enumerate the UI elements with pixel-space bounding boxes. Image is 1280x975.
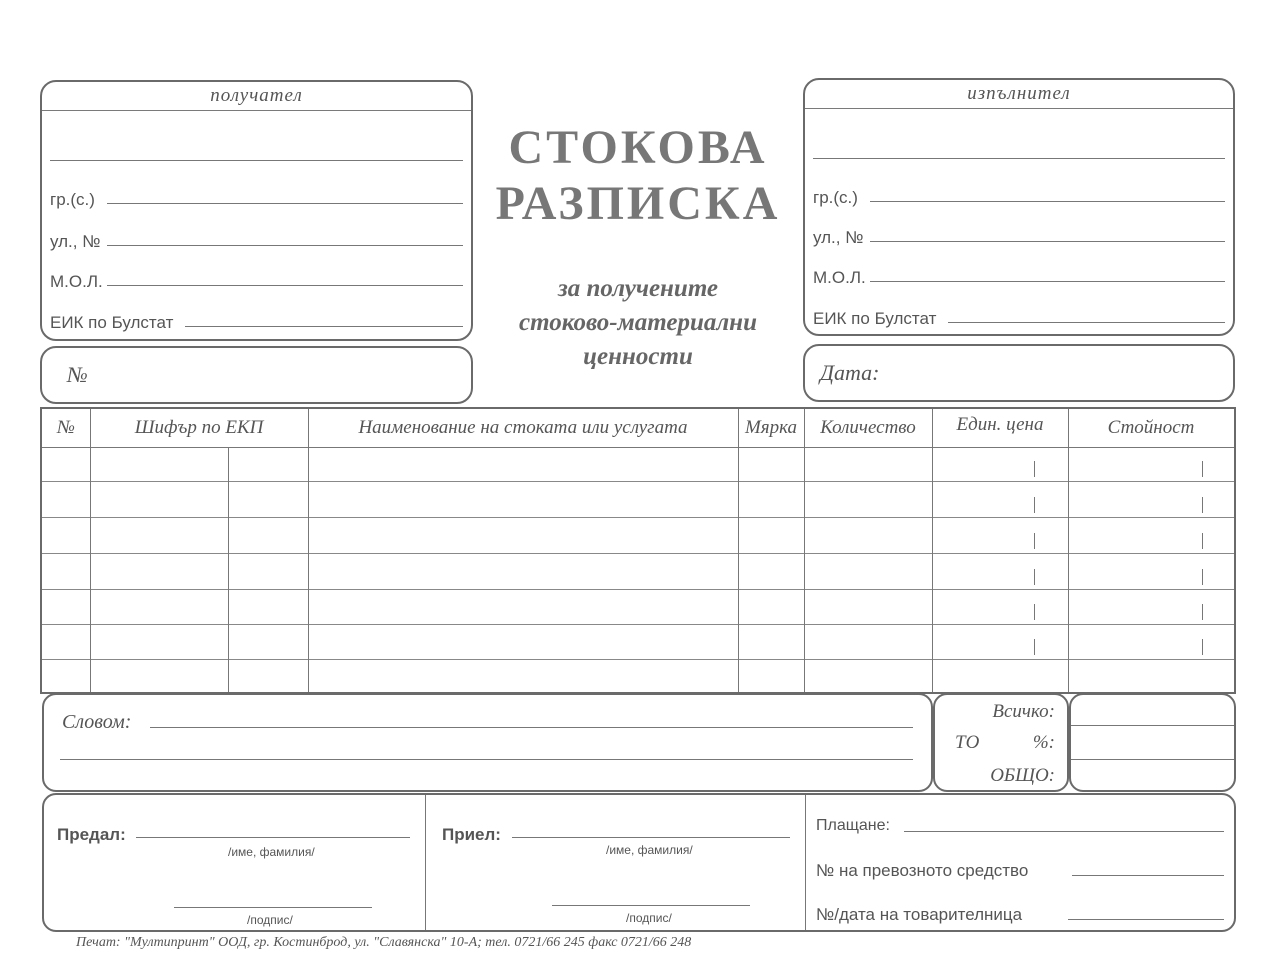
recipient-eik-field[interactable] <box>185 326 463 327</box>
payment-field[interactable] <box>904 831 1224 832</box>
col-divider <box>932 409 933 692</box>
col-divider <box>738 409 739 692</box>
vehicle-number-label: № на превозното средство <box>816 861 1029 880</box>
col-divider <box>228 447 229 692</box>
supplier-street-label: ул., № <box>813 228 864 247</box>
total-all-value[interactable] <box>1071 725 1234 726</box>
vat-value[interactable] <box>1071 759 1234 760</box>
col-header-ekp-code: Шифър по ЕКП <box>134 417 264 438</box>
col-header-value: Стойност <box>1107 417 1195 438</box>
received-signature-field[interactable] <box>552 905 750 906</box>
col-divider <box>1068 409 1069 692</box>
words-field-1[interactable] <box>150 727 913 728</box>
col-header-quantity: Количество <box>820 417 916 438</box>
row-divider <box>42 624 1234 625</box>
section-divider <box>425 795 426 930</box>
price-decimal-tick <box>1034 533 1035 549</box>
supplier-city-field[interactable] <box>870 201 1225 202</box>
row-divider <box>42 553 1234 554</box>
supplier-mol-field[interactable] <box>870 281 1225 282</box>
row-divider <box>42 481 1234 482</box>
signatures-section <box>42 793 1236 932</box>
col-divider <box>90 409 91 692</box>
supplier-eik-field[interactable] <box>948 322 1225 323</box>
supplier-name-field[interactable] <box>813 158 1225 159</box>
supplier-street-field[interactable] <box>870 241 1225 242</box>
supplier-eik-label: ЕИК по Булстат <box>813 309 937 328</box>
document-subtitle-line2: стоково-материални <box>519 309 757 336</box>
recipient-eik-label: ЕИК по Булстат <box>50 313 174 332</box>
recipient-mol-field[interactable] <box>107 285 463 286</box>
price-decimal-tick <box>1034 461 1035 477</box>
grand-total-label: ОБЩО: <box>990 765 1055 786</box>
col-header-unit-price: Един. цена <box>956 414 1044 435</box>
handed-label: Предал: <box>57 825 126 844</box>
handed-signature-field[interactable] <box>174 907 372 908</box>
price-decimal-tick <box>1034 569 1035 585</box>
waybill-label: №/дата на товарителница <box>816 905 1023 924</box>
value-decimal-tick <box>1202 639 1203 655</box>
handed-name-field[interactable] <box>136 837 410 838</box>
value-decimal-tick <box>1202 569 1203 585</box>
col-divider <box>308 409 309 692</box>
value-decimal-tick <box>1202 497 1203 513</box>
supplier-box <box>803 78 1235 336</box>
price-decimal-tick <box>1034 604 1035 620</box>
document-title-line2: РАЗПИСКА <box>495 177 781 230</box>
col-divider <box>804 409 805 692</box>
received-name-caption: /име, фамилия/ <box>606 843 693 857</box>
recipient-street-label: ул., № <box>50 232 101 251</box>
items-table <box>40 407 1236 694</box>
supplier-header: изпълнител <box>805 80 1233 109</box>
document-subtitle-line3: ценности <box>583 343 693 370</box>
handed-signature-caption: /подпис/ <box>247 913 293 927</box>
document-title-line1: СТОКОВА <box>508 121 768 174</box>
amount-in-words-box <box>42 693 933 792</box>
price-decimal-tick <box>1034 639 1035 655</box>
section-divider <box>805 795 806 930</box>
date-label: Дата: <box>820 360 880 385</box>
supplier-city-label: гр.(с.) <box>813 188 858 207</box>
date-box[interactable] <box>803 344 1235 402</box>
received-signature-caption: /подпис/ <box>626 911 672 925</box>
printer-footer: Печат: "Мултипринт" ООД, гр. Костинброд, ул. "Славянска" 10-А; тел. 0721/66 245 факс 0721/66 248 <box>76 935 692 950</box>
col-header-name: Наименование на стоката или услугата <box>358 417 688 438</box>
value-decimal-tick <box>1202 461 1203 477</box>
recipient-city-label: гр.(с.) <box>50 190 95 209</box>
number-label: № <box>67 362 88 387</box>
col-header-number: № <box>57 417 75 438</box>
value-decimal-tick <box>1202 533 1203 549</box>
col-header-unit: Мярка <box>744 417 798 438</box>
waybill-field[interactable] <box>1068 919 1224 920</box>
value-decimal-tick <box>1202 604 1203 620</box>
words-field-2[interactable] <box>60 759 913 760</box>
row-divider <box>42 589 1234 590</box>
handed-name-caption: /име, фамилия/ <box>228 845 315 859</box>
recipient-mol-label: М.О.Л. <box>50 272 103 291</box>
received-label: Приел: <box>442 825 501 844</box>
recipient-street-field[interactable] <box>107 245 463 246</box>
recipient-header: получател <box>42 82 471 111</box>
totals-values-box <box>1069 693 1236 792</box>
number-box[interactable] <box>40 346 473 404</box>
price-decimal-tick <box>1034 497 1035 513</box>
recipient-city-field[interactable] <box>107 203 463 204</box>
words-label: Словом: <box>62 711 132 733</box>
recipient-name-field[interactable] <box>50 160 463 161</box>
document-subtitle-line1: за получените <box>557 275 719 302</box>
totals-labels-box <box>933 693 1069 792</box>
vat-label: ТО <box>955 732 980 753</box>
header-divider <box>42 447 1234 448</box>
total-all-label: Всичко: <box>992 701 1055 722</box>
received-name-field[interactable] <box>512 837 790 838</box>
supplier-mol-label: М.О.Л. <box>813 268 866 287</box>
payment-label: Плащане: <box>816 817 890 834</box>
vehicle-number-field[interactable] <box>1072 875 1224 876</box>
recipient-box <box>40 80 473 341</box>
row-divider <box>42 659 1234 660</box>
row-divider <box>42 517 1234 518</box>
vat-percent-label: %: <box>1032 732 1055 753</box>
